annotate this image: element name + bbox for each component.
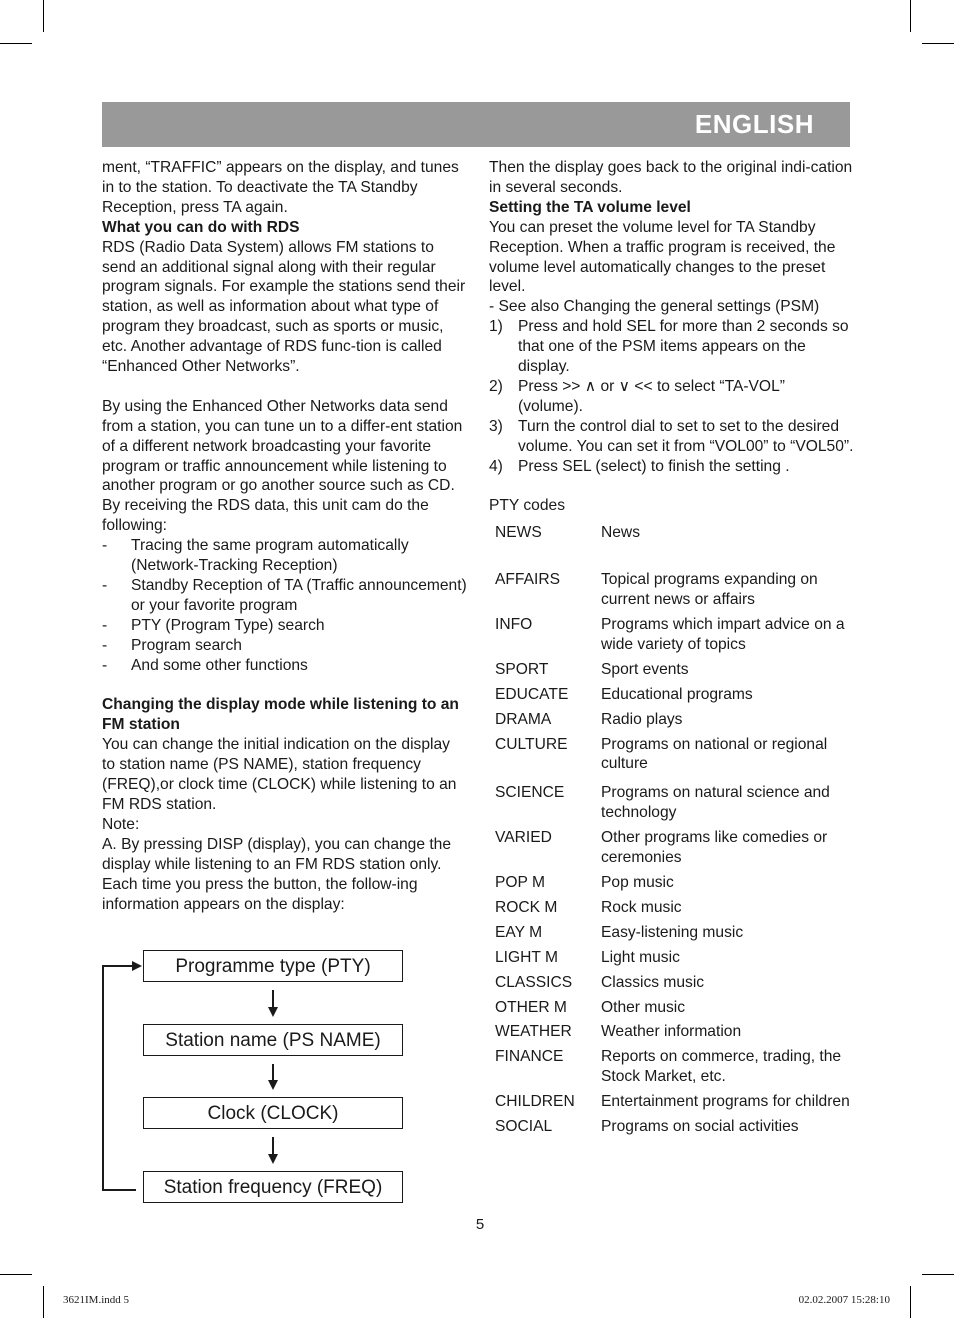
list-marker: - <box>102 636 108 654</box>
right-intro-paragraph: Then the display goes back to the original indi-cation in several seconds. <box>489 159 853 196</box>
list-item <box>102 576 467 616</box>
flow-arrow-head <box>268 1154 278 1164</box>
note-a: A. By pressing DISP (display), you can change the display while listening to an FM RDS station only. Each time you press the button, the follow-ing information appears on the display: <box>102 835 452 913</box>
pty-code: POP M <box>495 873 545 891</box>
step-text: Turn the control dial to set to set to the desired volume. You can set it from “VOL00” to “VOL50”. <box>518 417 854 455</box>
list-item-text: PTY (Program Type) search <box>131 616 325 634</box>
list-marker: - <box>102 537 108 555</box>
pty-description: Entertainment programs for children <box>601 1093 850 1111</box>
table-row <box>489 948 854 968</box>
rds-heading: What you can do with RDS <box>102 218 300 236</box>
crop-mark <box>43 1286 44 1318</box>
step-text: Press SEL (select) to finish the setting . <box>518 457 790 475</box>
table-row <box>489 685 854 705</box>
crop-mark <box>922 43 954 44</box>
list-item <box>102 636 467 656</box>
table-row <box>489 710 854 730</box>
pty-description: Programs on national or regional culture <box>601 735 828 773</box>
pty-description: Programs on natural science and technology <box>601 784 830 822</box>
pty-description: Sport events <box>601 660 689 678</box>
language-title: ENGLISH <box>694 109 814 139</box>
date-slug: 02.02.2007 15:28:10 <box>798 1294 890 1306</box>
language-header-bar <box>102 102 850 147</box>
pty-code: FINANCE <box>495 1048 564 1066</box>
pty-code: NEWS <box>495 524 542 542</box>
flow-box-freq: Station frequency (FREQ) <box>143 1171 403 1203</box>
ta-see-also: - See also Changing the general settings (PSM) <box>489 298 820 316</box>
pty-description: Topical programs expanding on current news or affairs <box>601 571 818 609</box>
intro-paragraph: ment, “TRAFFIC” appears on the display, and tunes in to the station. To deactivate the TA Standby Reception, press TA again. <box>102 159 459 216</box>
pty-description: Other music <box>601 998 686 1016</box>
table-row <box>489 615 854 655</box>
pty-code: EDUCATE <box>495 685 569 703</box>
note-label: Note: <box>102 815 140 833</box>
pty-code: CLASSICS <box>495 973 573 991</box>
pty-description: News <box>601 524 640 542</box>
pty-code: VARIED <box>495 829 552 847</box>
list-marker: - <box>102 616 108 634</box>
pty-code: WEATHER <box>495 1023 572 1041</box>
pty-description: Programs which impart advice on a wide variety of topics <box>601 616 845 653</box>
pty-codes-label: PTY codes <box>489 497 565 515</box>
rds-paragraph-3: By receiving the RDS data, this unit cam do the following: <box>102 497 429 535</box>
pty-code: CULTURE <box>495 735 568 753</box>
pty-description: Educational programs <box>601 685 753 703</box>
pty-code: OTHER M <box>495 998 567 1016</box>
ta-volume-heading: Setting the TA volume level <box>489 198 691 216</box>
list-item <box>489 417 854 457</box>
list-item <box>489 457 854 477</box>
flow-loop-arrow-head <box>132 961 142 971</box>
pty-description: Programs on social activities <box>601 1118 799 1136</box>
flow-arrow-head <box>268 1080 278 1090</box>
table-row <box>489 1047 854 1087</box>
table-row <box>489 1092 854 1112</box>
pty-code: SOCIAL <box>495 1118 553 1136</box>
display-mode-paragraph: You can change the initial indication on the display to station name (PS NAME), station frequency (FREQ),or clock time (CLOCK) while listening to an FM RDS station. <box>102 736 457 813</box>
flow-arrow-head <box>268 1007 278 1017</box>
list-item <box>102 616 467 636</box>
pty-code: DRAMA <box>495 710 552 728</box>
pty-description: Reports on commerce, trading, the Stock Market, etc. <box>601 1048 842 1086</box>
pty-code: AFFAIRS <box>495 571 560 589</box>
pty-code: LIGHT M <box>495 948 558 966</box>
table-row <box>489 660 854 680</box>
flow-loop-line <box>102 1189 136 1191</box>
table-row <box>489 828 854 868</box>
table-row <box>489 1022 854 1042</box>
step-number: 2) <box>489 377 503 395</box>
flow-arrow <box>272 1064 274 1081</box>
table-row <box>489 783 854 823</box>
flow-box-clock: Clock (CLOCK) <box>143 1097 403 1129</box>
flow-arrow <box>272 990 274 1008</box>
pty-description: Light music <box>601 948 680 966</box>
list-item <box>102 536 467 576</box>
flow-box-pty: Programme type (PTY) <box>143 950 403 982</box>
left-column <box>102 158 467 914</box>
pty-description: Other programs like comedies or ceremonies <box>601 829 828 867</box>
step-text: Press and hold SEL for more than 2 seconds so that one of the PSM items appears on the display. <box>518 318 849 376</box>
flow-arrow <box>272 1137 274 1155</box>
list-item-text: And some other functions <box>131 656 308 674</box>
list-item <box>489 377 854 417</box>
pty-code: INFO <box>495 616 533 634</box>
crop-mark <box>910 0 911 32</box>
pty-description: Classics music <box>601 973 705 991</box>
table-row <box>489 898 854 918</box>
pty-description: Pop music <box>601 873 674 891</box>
table-row <box>489 570 854 610</box>
table-row <box>489 735 854 775</box>
crop-mark <box>922 1274 954 1275</box>
pty-description: Radio plays <box>601 710 683 728</box>
pty-code: EAY M <box>495 923 543 941</box>
step-number: 4) <box>489 457 503 475</box>
table-row <box>489 998 854 1018</box>
crop-mark <box>910 1286 911 1318</box>
ta-volume-paragraph: You can preset the volume level for TA Standby Reception. When a traffic program is received, the volume level automatically changes to the preset level. <box>489 218 836 296</box>
page-number: 5 <box>475 1216 485 1233</box>
pty-description: Rock music <box>601 898 682 916</box>
flow-box-ps-name: Station name (PS NAME) <box>143 1024 403 1056</box>
right-column <box>489 158 854 1137</box>
list-item-text: Tracing the same program automatically (Network-Tracking Reception) <box>131 537 409 575</box>
rds-paragraph-1: RDS (Radio Data System) allows FM stations to send an additional signal along with their regular program signals. For example the stations send their station, as well as information about what type of program they broadcast, such as sports or music, etc. Another advantage of RDS func-tion is called “Enhanced Other Networks”. <box>102 238 466 376</box>
pty-code: CHILDREN <box>495 1093 575 1111</box>
flow-loop-line <box>102 965 104 1191</box>
pty-code: SPORT <box>495 660 549 678</box>
step-text: Press >> ∧ or ∨ << to select “TA-VOL” (volume). <box>518 377 785 415</box>
file-slug: 3621IM.indd 5 <box>63 1294 129 1306</box>
list-marker: - <box>102 577 108 595</box>
list-item-text: Program search <box>131 636 242 654</box>
crop-mark <box>43 0 44 32</box>
crop-mark <box>0 43 32 44</box>
step-number: 3) <box>489 417 503 435</box>
pty-description: Easy-listening music <box>601 923 744 941</box>
feature-list <box>102 536 467 675</box>
list-item <box>489 317 854 377</box>
pty-code: ROCK M <box>495 898 558 916</box>
flow-loop-line <box>102 965 132 967</box>
table-row <box>489 523 854 543</box>
ta-steps-list <box>489 317 854 476</box>
step-number: 1) <box>489 318 503 336</box>
crop-mark <box>0 1274 32 1275</box>
table-row <box>489 1117 854 1137</box>
table-row <box>489 923 854 943</box>
table-row <box>489 973 854 993</box>
list-item-text: Standby Reception of TA (Traffic announcement) or your favorite program <box>131 577 467 614</box>
pty-codes-table <box>489 523 854 1137</box>
pty-description: Weather information <box>601 1023 742 1041</box>
table-row <box>489 873 854 893</box>
rds-paragraph-2: By using the Enhanced Other Networks data send from a station, you can tune un to a differ-ent station of a different network broadcasting your favorite program or traffic announcement while listening to another program or go another source such as CD. <box>102 397 463 495</box>
pty-code: SCIENCE <box>495 784 565 802</box>
display-mode-heading: Changing the display mode while listening to an FM station <box>102 696 459 734</box>
list-item <box>102 656 467 676</box>
list-marker: - <box>102 656 108 674</box>
